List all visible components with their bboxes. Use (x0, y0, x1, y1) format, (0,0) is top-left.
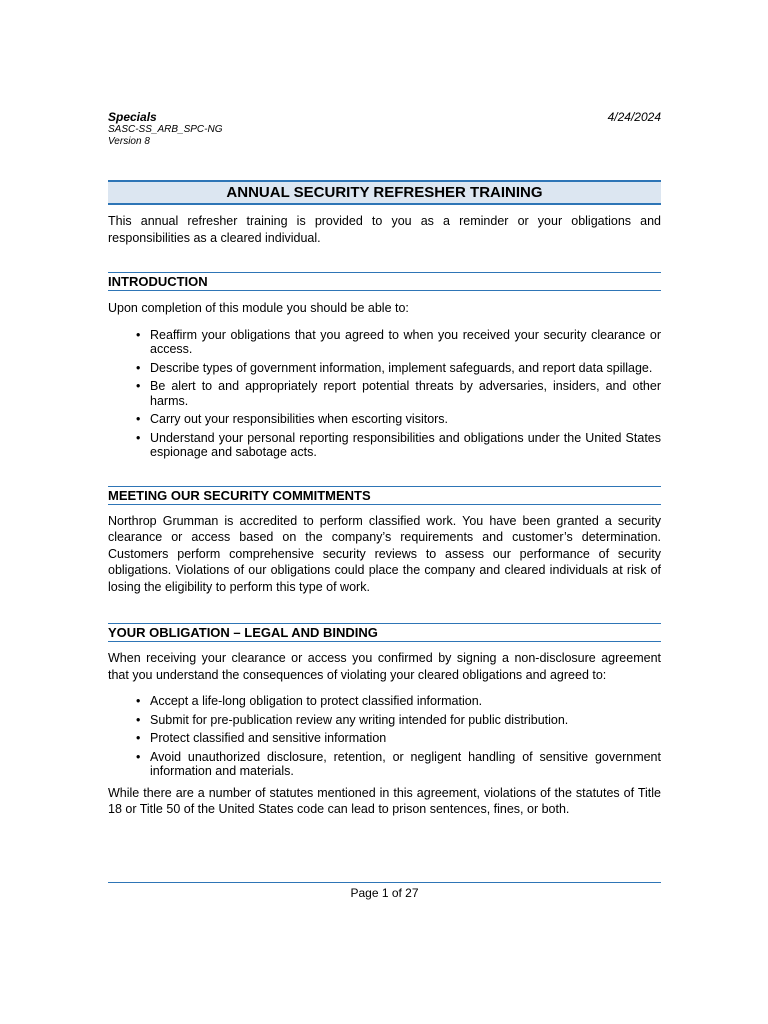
introduction-bullet-list (108, 328, 661, 460)
list-item: • Protect classified and sensitive information (108, 731, 661, 746)
list-item: • Accept a life-long obligation to protect classified information. (108, 694, 661, 709)
list-item: • Reaffirm your obligations that you agreed to when you received your security clearance or access. (108, 328, 661, 357)
list-item: • Understand your personal reporting responsibilities and obligations under the United States espionage and sabotage acts. (108, 431, 661, 460)
introduction-lead: Upon completion of this module you should be able to: (108, 301, 409, 315)
section-heading-obligation: YOUR OBLIGATION – LEGAL AND BINDING (108, 623, 661, 642)
footer-divider (108, 882, 661, 883)
list-item: • Be alert to and appropriately report potential threats by adversaries, insiders, and other harms. (108, 379, 661, 408)
list-item: • Submit for pre-publication review any writing intended for public distribution. (108, 713, 661, 728)
document-header (108, 110, 661, 180)
page-content (108, 110, 661, 818)
commitments-body: Northrop Grumman is accredited to perform classified work. You have been granted a security clearance or access based on the company’s requirements and customer’s determination. Customers perform comprehensive security reviews to assess our performance of security obligations. Violations of our obligations could place the company and cleared individuals at risk of losing the eligibility to perform this type of work. (108, 513, 661, 594)
obligation-closing: While there are a number of statutes mentioned in this agreement, violations of the statutes of Title 18 or Title 50 of the United States code can lead to prison sentences, fines, or both. (108, 785, 661, 816)
header-title: Specials (108, 110, 157, 124)
list-item: • Carry out your responsibilities when escorting visitors. (108, 412, 661, 427)
obligation-lead: When receiving your clearance or access you confirmed by signing a non-disclosure agreement that you understand the consequences of violating your cleared obligations and agreed to: (108, 651, 661, 682)
document-title: ANNUAL SECURITY REFRESHER TRAINING (108, 180, 661, 205)
page-number: Page 1 of 27 (350, 886, 419, 900)
section-heading-commitments: MEETING OUR SECURITY COMMITMENTS (108, 486, 661, 505)
obligation-bullet-list (108, 694, 661, 779)
header-version: Version 8 (108, 136, 150, 147)
list-item: • Describe types of government information, implement safeguards, and report data spillage. (108, 361, 661, 376)
list-item: • Avoid unauthorized disclosure, retention, or negligent handling of sensitive government information and materials. (108, 750, 661, 779)
header-date: 4/24/2024 (607, 110, 661, 124)
header-code: SASC-SS_ARB_SPC-NG (108, 124, 223, 135)
section-heading-introduction: INTRODUCTION (108, 272, 661, 291)
intro-paragraph: This annual refresher training is provided to you as a reminder or your obligations and responsibilities as a cleared individual. (108, 214, 661, 245)
